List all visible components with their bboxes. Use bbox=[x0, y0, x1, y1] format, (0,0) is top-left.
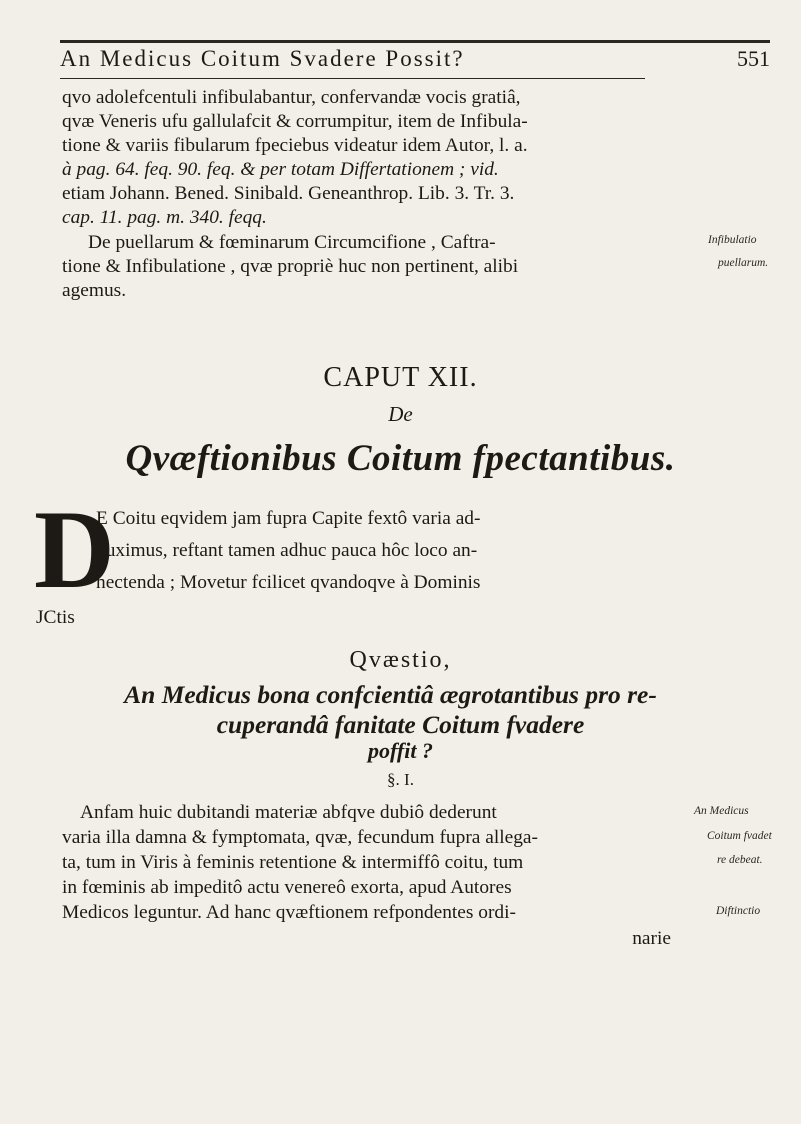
header-rule-bottom bbox=[60, 78, 645, 79]
text-line: varia illa damna & fymptomata, qvæ, fecundum fupra allega- bbox=[62, 827, 538, 848]
margin-note: Infibulatio bbox=[708, 234, 757, 246]
question-title-line: cuperandâ fanitate Coitum fvadere bbox=[216, 710, 585, 739]
text-line: ta, tum in Viris à feminis retentione & intermiffô coitu, tum bbox=[62, 852, 524, 873]
chapter-de: De bbox=[388, 402, 413, 426]
text-line: etiam Johann. Bened. Sinibald. Geneanthrop. Lib. 3. Tr. 3. bbox=[62, 183, 515, 204]
text-line: duximus, reftant tamen adhuc pauca hôc loco an- bbox=[96, 540, 478, 561]
text-line: cap. 11. pag. m. 340. feqq. bbox=[62, 207, 267, 228]
page-number: 551 bbox=[737, 46, 770, 71]
running-head bbox=[60, 46, 770, 78]
text-line: Anfam huic dubitandi materiæ abfqve dubiô dederunt bbox=[80, 802, 497, 823]
chapter-number: CAPUT XII. bbox=[323, 362, 478, 393]
text-line: De puellarum & fœminarum Circumcifione , Caftra- bbox=[88, 232, 496, 253]
question-title-line: poffit ? bbox=[368, 738, 433, 763]
text-line: E Coitu eqvidem jam fupra Capite fextô varia ad- bbox=[96, 508, 481, 529]
catchword: narie bbox=[632, 928, 671, 949]
text-line: JCtis bbox=[36, 607, 75, 628]
chapter-title: Qvæftionibus Coitum fpectantibus. bbox=[125, 438, 676, 479]
text-line: nectenda ; Movetur fcilicet qvandoqve à Dominis bbox=[96, 572, 481, 593]
text-line: tione & variis fibularum fpeciebus videatur idem Autor, l. a. bbox=[62, 135, 528, 156]
text-line: qvo adolefcentuli infibulabantur, confervandæ vocis gratiâ, bbox=[62, 87, 521, 108]
margin-note: Coitum fvadet bbox=[707, 830, 772, 842]
text-line: agemus. bbox=[62, 280, 127, 301]
margin-note: An Medicus bbox=[694, 805, 749, 817]
text-line: Medicos leguntur. Ad hanc qvæftionem refpondentes ordi- bbox=[62, 902, 516, 923]
header-rule-top bbox=[60, 40, 770, 43]
text-line: qvæ Veneris ufu gallulafcit & corrumpitur, item de Infibula- bbox=[62, 111, 528, 132]
margin-note: Diftinctio bbox=[716, 905, 761, 917]
margin-note: re debeat. bbox=[717, 854, 763, 866]
text-line: in fœminis ab impeditô actu venereô exorta, apud Autores bbox=[62, 877, 512, 898]
margin-note: puellarum. bbox=[718, 257, 769, 269]
question-label: Qvæstio, bbox=[349, 647, 452, 673]
text-line: à pag. 64. feq. 90. feq. & per totam Differtationem ; vid. bbox=[62, 159, 499, 180]
text-line: tione & Infibulatione , qvæ propriè huc non pertinent, alibi bbox=[62, 256, 519, 277]
question-title-line: An Medicus bona confcientiâ ægrotantibus pro re- bbox=[124, 680, 657, 709]
section-mark: §. I. bbox=[387, 770, 414, 789]
drop-cap: D bbox=[34, 488, 115, 612]
running-title: An Medicus Coitum Svadere Possit? bbox=[60, 46, 465, 71]
